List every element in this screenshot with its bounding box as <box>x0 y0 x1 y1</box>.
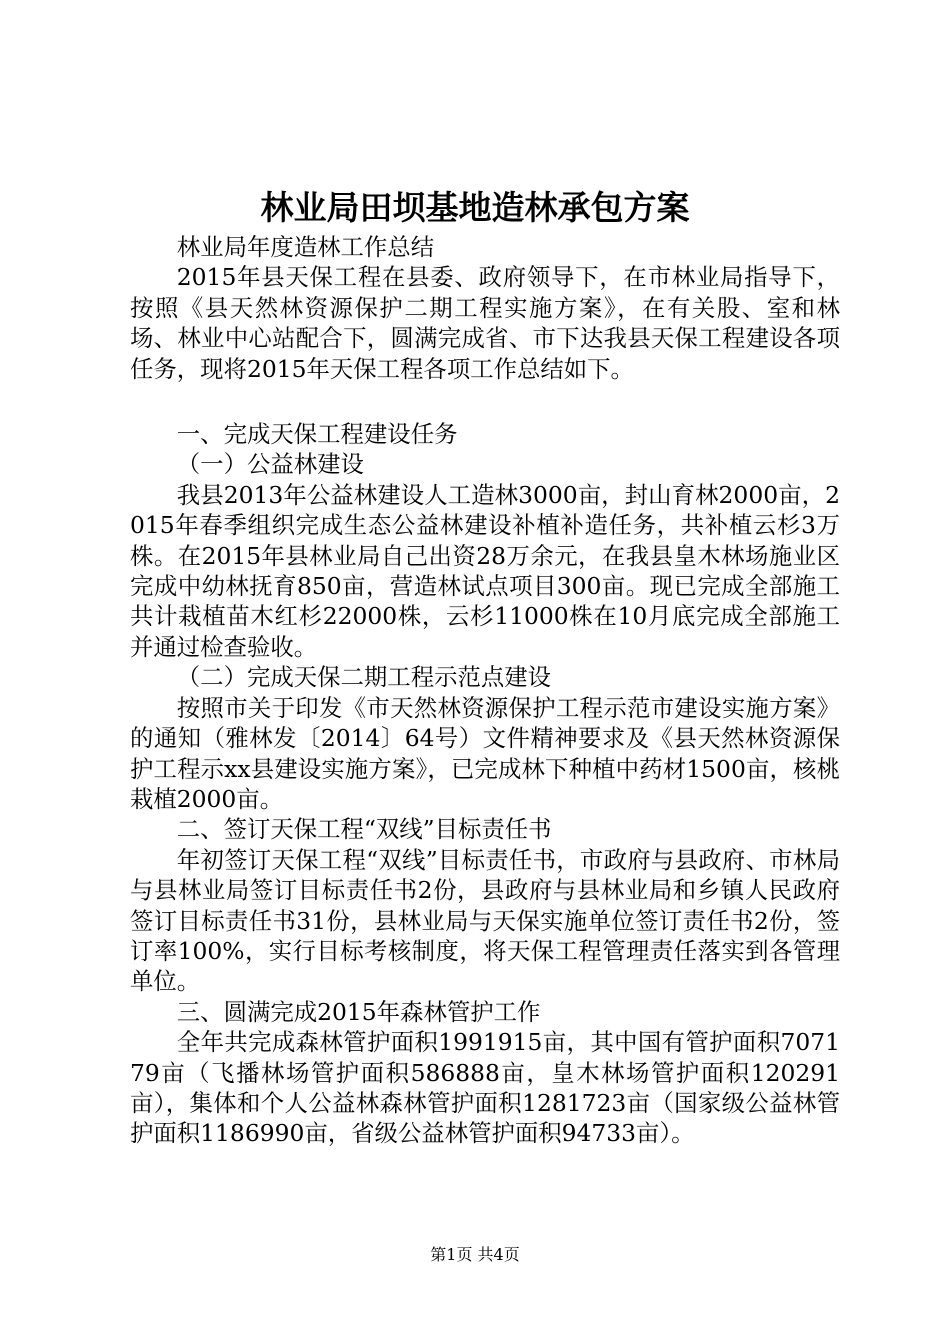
paragraph-demonstration: 按照市关于印发《市天然林资源保护工程示范市建设实施方案》的通知（雅林发〔2014〕64号）文件精神要求及《县天然林资源保护工程示xx县建设实施方案》，已完成林下种植中药材1500亩，核桃栽植2000亩。 <box>130 693 840 813</box>
heading-subsection-2: （二）完成天保二期工程示范点建设 <box>176 663 552 692</box>
heading-section-1: 一、完成天保工程建设任务 <box>176 420 458 449</box>
paragraph-forest-protection: 全年共完成森林管护面积1991915亩，其中国有管护面积707179亩（飞播林场管护面积586888亩，皇木林场管护面积120291亩），集体和个人公益林森林管护面积1281723亩（国家级公益林管护面积1186990亩，省级公益林管护面积94733亩）。 <box>130 1028 840 1148</box>
heading-section-2: 二、签订天保工程“双线”目标责任书 <box>176 815 552 844</box>
paragraph-subtitle: 林业局年度造林工作总结 <box>176 233 435 261</box>
page-footer: 第1页 共4页 <box>430 1245 520 1264</box>
document-title: 林业局田坝基地造林承包方案 <box>260 188 690 227</box>
paragraph-spacer <box>130 384 840 419</box>
paragraph-responsibility: 年初签订天保工程“双线”目标责任书，市政府与县政府、市林局与县林业局签订目标责任书2份，县政府与县林业局和乡镇人民政府签订目标责任书31份，县林业局与天保实施单位签订责任书2份，签订率100%，实行目标考核制度，将天保工程管理责任落实到各管理单位。 <box>130 845 840 996</box>
document-body <box>130 232 840 1149</box>
paragraph-public-forest: 我县2013年公益林建设人工造林3000亩，封山育林2000亩，2015年春季组织完成生态公益林建设补植补造任务，共补植云杉3万株。在2015年县林业局自己出资28万余元，在我县皇木林场施业区完成中幼林抚育850亩，营造林试点项目300亩。现已完成全部施工共计栽植苗木红杉22000株，云杉11000株在10月底完成全部施工并通过检查验收。 <box>130 480 840 661</box>
paragraph-intro: 2015年县天保工程在县委、政府领导下，在市林业局指导下，按照《县天然林资源保护二期工程实施方案》，在有关股、室和林场、林业中心站配合下，圆满完成省、市下达我县天保工程建设各项任务，现将2015年天保工程各项工作总结如下。 <box>130 263 840 383</box>
heading-section-3: 三、圆满完成2015年森林管护工作 <box>176 997 541 1026</box>
heading-subsection-1: （一）公益林建设 <box>176 450 364 479</box>
